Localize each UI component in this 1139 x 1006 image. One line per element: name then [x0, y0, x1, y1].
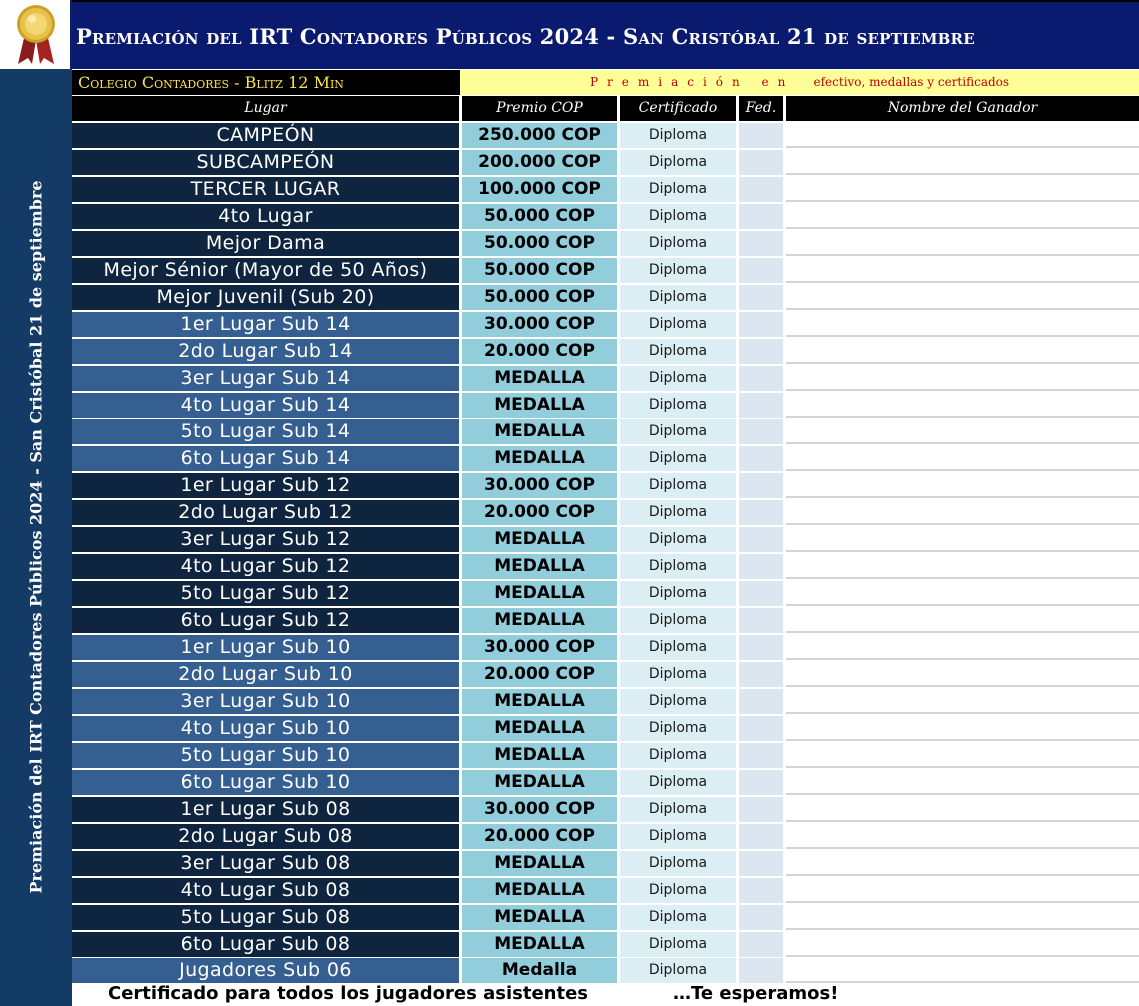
winner-name-cell[interactable]: [786, 446, 1139, 471]
prize-cell: 20.000 COP: [462, 339, 617, 364]
place-cell: Jugadores Sub 06: [72, 958, 459, 983]
certificate-cell: Diploma: [620, 231, 736, 256]
certificate-cell: Diploma: [620, 393, 736, 418]
column-header-certificate: Certificado: [620, 96, 736, 121]
prize-cell: Medalla: [462, 958, 617, 983]
place-cell: 5to Lugar Sub 12: [72, 581, 459, 606]
place-cell: 2do Lugar Sub 10: [72, 662, 459, 687]
winner-name-cell[interactable]: [786, 554, 1139, 579]
prize-cell: MEDALLA: [462, 393, 617, 418]
column-header-fed: Fed.: [739, 96, 783, 121]
certificate-cell: Diploma: [620, 419, 736, 444]
table-row: [72, 123, 1139, 150]
fed-cell[interactable]: [739, 204, 783, 229]
table-row: [72, 366, 1139, 393]
table-row: [72, 231, 1139, 258]
winner-name-cell[interactable]: [786, 312, 1139, 337]
fed-cell[interactable]: [739, 419, 783, 444]
certificate-cell: Diploma: [620, 473, 736, 498]
place-cell: Mejor Sénior (Mayor de 50 Años): [72, 258, 459, 283]
certificate-cell: Diploma: [620, 932, 736, 957]
place-cell: 6to Lugar Sub 12: [72, 608, 459, 633]
table-row: [72, 770, 1139, 797]
place-cell: 1er Lugar Sub 08: [72, 797, 459, 822]
winner-name-cell[interactable]: [786, 150, 1139, 175]
fed-cell[interactable]: [739, 824, 783, 849]
place-cell: 3er Lugar Sub 12: [72, 527, 459, 552]
table-row: [72, 393, 1139, 420]
prize-cell: MEDALLA: [462, 608, 617, 633]
prize-cell: 50.000 COP: [462, 285, 617, 310]
winner-name-cell[interactable]: [786, 635, 1139, 660]
footer-invite: …Te esperamos!: [673, 983, 839, 1004]
certificate-cell: Diploma: [620, 770, 736, 795]
prize-cell: 100.000 COP: [462, 177, 617, 202]
side-banner: [0, 69, 72, 1006]
place-cell: 3er Lugar Sub 08: [72, 851, 459, 876]
table-row: [72, 932, 1139, 959]
fed-cell[interactable]: [739, 473, 783, 498]
column-header-place: Lugar: [72, 96, 459, 121]
table-row: [72, 554, 1139, 581]
fed-cell[interactable]: [739, 743, 783, 768]
winner-name-cell[interactable]: [786, 419, 1139, 444]
fed-cell[interactable]: [739, 770, 783, 795]
place-cell: 6to Lugar Sub 14: [72, 446, 459, 471]
prize-cell: MEDALLA: [462, 878, 617, 903]
winner-name-cell[interactable]: [786, 932, 1139, 957]
prize-cell: MEDALLA: [462, 581, 617, 606]
certificate-cell: Diploma: [620, 743, 736, 768]
winner-name-cell[interactable]: [786, 123, 1139, 148]
event-subtitle: Colegio Contadores - Blitz 12 Min: [72, 70, 460, 95]
place-cell: 4to Lugar Sub 08: [72, 878, 459, 903]
place-cell: 5to Lugar Sub 10: [72, 743, 459, 768]
table-row: [72, 500, 1139, 527]
winner-name-cell[interactable]: [786, 393, 1139, 418]
table-row: [72, 312, 1139, 339]
fed-cell[interactable]: [739, 446, 783, 471]
winner-name-cell[interactable]: [786, 339, 1139, 364]
certificate-cell: Diploma: [620, 797, 736, 822]
footer-note: Certificado para todos los jugadores asistentes: [108, 983, 589, 1004]
place-cell: 2do Lugar Sub 14: [72, 339, 459, 364]
certificate-cell: Diploma: [620, 689, 736, 714]
certificate-cell: Diploma: [620, 123, 736, 148]
fed-cell[interactable]: [739, 635, 783, 660]
fed-cell[interactable]: [739, 339, 783, 364]
prize-cell: 50.000 COP: [462, 204, 617, 229]
winner-name-cell[interactable]: [786, 581, 1139, 606]
prize-cell: 20.000 COP: [462, 824, 617, 849]
place-cell: 1er Lugar Sub 14: [72, 312, 459, 337]
certificate-cell: Diploma: [620, 204, 736, 229]
table-row: [72, 204, 1139, 231]
prize-note-spaced: Premiación en: [589, 75, 795, 89]
table-row: [72, 339, 1139, 366]
column-header-prize: Premio COP: [462, 96, 617, 121]
table-row: [72, 285, 1139, 312]
winner-name-cell[interactable]: [786, 878, 1139, 903]
fed-cell[interactable]: [739, 393, 783, 418]
certificate-cell: Diploma: [620, 716, 736, 741]
prize-cell: 20.000 COP: [462, 500, 617, 525]
prize-cell: MEDALLA: [462, 446, 617, 471]
place-cell: 3er Lugar Sub 14: [72, 366, 459, 391]
fed-cell[interactable]: [739, 905, 783, 930]
fed-cell[interactable]: [739, 851, 783, 876]
certificate-cell: Diploma: [620, 635, 736, 660]
certificate-cell: Diploma: [620, 366, 736, 391]
place-cell: 6to Lugar Sub 10: [72, 770, 459, 795]
winner-name-cell[interactable]: [786, 797, 1139, 822]
place-cell: SUBCAMPEÓN: [72, 150, 459, 175]
prize-cell: 30.000 COP: [462, 797, 617, 822]
winner-name-cell[interactable]: [786, 905, 1139, 930]
prize-cell: MEDALLA: [462, 366, 617, 391]
winner-name-cell[interactable]: [786, 689, 1139, 714]
side-banner-text: Premiación del IRT Contadores Públicos 2024 - San Cristóbal 21 de septiembre: [26, 180, 46, 894]
fed-cell[interactable]: [739, 258, 783, 283]
table-row: [72, 905, 1139, 932]
prize-cell: MEDALLA: [462, 770, 617, 795]
table-row: [72, 851, 1139, 878]
prize-cell: MEDALLA: [462, 527, 617, 552]
table-row: [72, 446, 1139, 473]
certificate-cell: Diploma: [620, 312, 736, 337]
table-row: [72, 824, 1139, 851]
prize-cell: MEDALLA: [462, 851, 617, 876]
certificate-cell: Diploma: [620, 150, 736, 175]
table-row: [72, 177, 1139, 204]
place-cell: 4to Lugar Sub 10: [72, 716, 459, 741]
fed-cell[interactable]: [739, 177, 783, 202]
fed-cell[interactable]: [739, 689, 783, 714]
winner-name-cell[interactable]: [786, 743, 1139, 768]
table-row: [72, 662, 1139, 689]
winner-name-cell[interactable]: [786, 500, 1139, 525]
table-row: [72, 527, 1139, 554]
table-row: [72, 419, 1139, 446]
certificate-cell: Diploma: [620, 554, 736, 579]
fed-cell[interactable]: [739, 878, 783, 903]
fed-cell[interactable]: [739, 958, 783, 983]
certificate-cell: Diploma: [620, 608, 736, 633]
certificate-cell: Diploma: [620, 824, 736, 849]
prize-cell: 30.000 COP: [462, 635, 617, 660]
fed-cell[interactable]: [739, 150, 783, 175]
fed-cell[interactable]: [739, 608, 783, 633]
place-cell: 4to Lugar Sub 14: [72, 393, 459, 418]
place-cell: 5to Lugar Sub 08: [72, 905, 459, 930]
prize-note-rest: efectivo, medallas y certificados: [813, 75, 1010, 89]
certificate-cell: Diploma: [620, 500, 736, 525]
table-row: [72, 958, 1139, 985]
prize-cell: 30.000 COP: [462, 473, 617, 498]
winner-name-cell[interactable]: [786, 824, 1139, 849]
table-row: [72, 258, 1139, 285]
prize-cell: MEDALLA: [462, 554, 617, 579]
place-cell: 4to Lugar: [72, 204, 459, 229]
certificate-cell: Diploma: [620, 878, 736, 903]
place-cell: 2do Lugar Sub 08: [72, 824, 459, 849]
page-title: Premiación del IRT Contadores Públicos 2024 - San Cristóbal 21 de septiembre: [72, 0, 1139, 69]
certificate-cell: Diploma: [620, 285, 736, 310]
medal-icon: [14, 4, 58, 66]
certificate-cell: Diploma: [620, 958, 736, 983]
winner-name-cell[interactable]: [786, 177, 1139, 202]
place-cell: 5to Lugar Sub 14: [72, 419, 459, 444]
certificate-cell: Diploma: [620, 177, 736, 202]
prize-cell: 30.000 COP: [462, 312, 617, 337]
prize-cell: MEDALLA: [462, 716, 617, 741]
winner-name-cell[interactable]: [786, 958, 1139, 983]
column-header-winner: Nombre del Ganador: [786, 96, 1139, 121]
prize-cell: 200.000 COP: [462, 150, 617, 175]
fed-cell[interactable]: [739, 716, 783, 741]
table-row: [72, 716, 1139, 743]
prize-cell: MEDALLA: [462, 905, 617, 930]
certificate-cell: Diploma: [620, 258, 736, 283]
table-row: [72, 878, 1139, 905]
place-cell: CAMPEÓN: [72, 123, 459, 148]
table-row: [72, 473, 1139, 500]
winner-name-cell[interactable]: [786, 608, 1139, 633]
table-row: [72, 797, 1139, 824]
prize-cell: MEDALLA: [462, 743, 617, 768]
certificate-cell: Diploma: [620, 527, 736, 552]
table-row: [72, 581, 1139, 608]
winner-name-cell[interactable]: [786, 285, 1139, 310]
certificate-cell: Diploma: [620, 581, 736, 606]
winner-name-cell[interactable]: [786, 770, 1139, 795]
place-cell: 6to Lugar Sub 08: [72, 932, 459, 957]
table-row: [72, 608, 1139, 635]
table-row: [72, 150, 1139, 177]
certificate-cell: Diploma: [620, 905, 736, 930]
fed-cell[interactable]: [739, 554, 783, 579]
prize-cell: 50.000 COP: [462, 231, 617, 256]
prize-cell: 50.000 COP: [462, 258, 617, 283]
certificate-cell: Diploma: [620, 339, 736, 364]
logo-cell: [0, 0, 72, 69]
prize-cell: 250.000 COP: [462, 123, 617, 148]
winner-name-cell[interactable]: [786, 716, 1139, 741]
winner-name-cell[interactable]: [786, 204, 1139, 229]
fed-cell[interactable]: [739, 366, 783, 391]
certificate-cell: Diploma: [620, 851, 736, 876]
place-cell: TERCER LUGAR: [72, 177, 459, 202]
fed-cell[interactable]: [739, 285, 783, 310]
prize-note: [460, 70, 1139, 95]
place-cell: Mejor Dama: [72, 231, 459, 256]
place-cell: 3er Lugar Sub 10: [72, 689, 459, 714]
fed-cell[interactable]: [739, 662, 783, 687]
certificate-cell: Diploma: [620, 446, 736, 471]
winner-name-cell[interactable]: [786, 662, 1139, 687]
fed-cell[interactable]: [739, 231, 783, 256]
fed-cell[interactable]: [739, 797, 783, 822]
table-row: [72, 635, 1139, 662]
winner-name-cell[interactable]: [786, 527, 1139, 552]
winner-name-cell[interactable]: [786, 231, 1139, 256]
fed-cell[interactable]: [739, 527, 783, 552]
prize-cell: 20.000 COP: [462, 662, 617, 687]
winner-name-cell[interactable]: [786, 366, 1139, 391]
fed-cell[interactable]: [739, 312, 783, 337]
table-row: [72, 689, 1139, 716]
place-cell: 2do Lugar Sub 12: [72, 500, 459, 525]
winner-name-cell[interactable]: [786, 258, 1139, 283]
place-cell: 4to Lugar Sub 12: [72, 554, 459, 579]
table-row: [72, 743, 1139, 770]
certificate-cell: Diploma: [620, 662, 736, 687]
fed-cell[interactable]: [739, 932, 783, 957]
prize-cell: MEDALLA: [462, 419, 617, 444]
fed-cell[interactable]: [739, 581, 783, 606]
winner-name-cell[interactable]: [786, 473, 1139, 498]
place-cell: 1er Lugar Sub 12: [72, 473, 459, 498]
fed-cell[interactable]: [739, 123, 783, 148]
winner-name-cell[interactable]: [786, 851, 1139, 876]
place-cell: Mejor Juvenil (Sub 20): [72, 285, 459, 310]
fed-cell[interactable]: [739, 500, 783, 525]
prize-cell: MEDALLA: [462, 932, 617, 957]
prize-cell: MEDALLA: [462, 689, 617, 714]
place-cell: 1er Lugar Sub 10: [72, 635, 459, 660]
